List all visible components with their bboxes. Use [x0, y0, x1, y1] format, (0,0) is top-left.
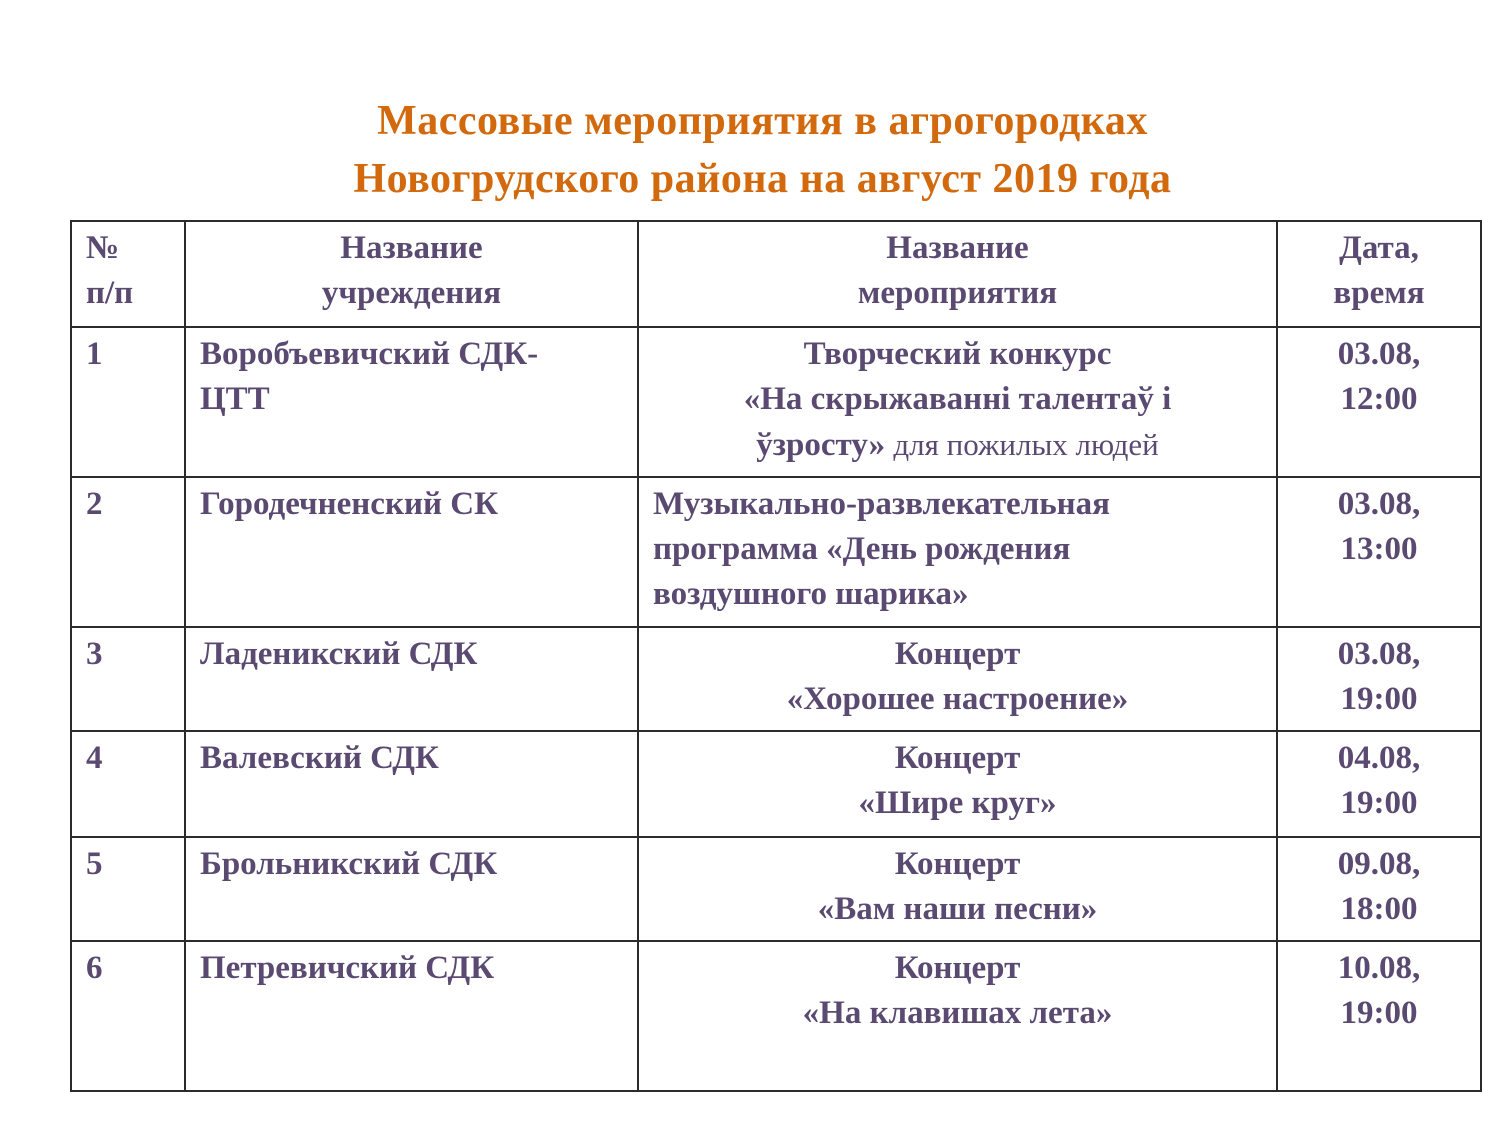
row-date: 03.08, 19:00 [1277, 627, 1481, 731]
table-header-row [71, 221, 1481, 327]
row-institution: Петревичский СДК [185, 941, 638, 1091]
row-event: Концерт «Шире круг» [638, 731, 1277, 837]
row-num: 4 [71, 731, 185, 837]
row-date: 10.08, 19:00 [1277, 941, 1481, 1091]
header-date: Дата, время [1277, 221, 1481, 327]
row-event: Творческий конкурс «На скрыжаванні талентаў і ўзросту» для пожилых людей [638, 327, 1277, 477]
row-institution: Брольникский СДК [185, 837, 638, 941]
row-num: 3 [71, 627, 185, 731]
row-date: 03.08, 13:00 [1277, 477, 1481, 627]
row-num: 1 [71, 327, 185, 477]
table-row [71, 627, 1481, 731]
row-event: Концерт «Вам наши песни» [638, 837, 1277, 941]
row-num: 6 [71, 941, 185, 1091]
events-table [70, 220, 1482, 1092]
event-note: для пожилых людей [893, 427, 1159, 462]
table-row [71, 477, 1481, 627]
row-date: 04.08, 19:00 [1277, 731, 1481, 837]
table-row [71, 731, 1481, 837]
row-institution: Городечненский СК [185, 477, 638, 627]
header-event: Название мероприятия [638, 221, 1277, 327]
title-line-2: Новогрудского района на август 2019 года [353, 156, 1172, 202]
row-event: Концерт «Хорошее настроение» [638, 627, 1277, 731]
row-date: 09.08, 18:00 [1277, 837, 1481, 941]
row-date: 03.08, 12:00 [1277, 327, 1481, 477]
row-event: Концерт «На клавишах лета» [638, 941, 1277, 1091]
row-num: 5 [71, 837, 185, 941]
page-title [0, 92, 1500, 208]
header-institution: Название учреждения [185, 221, 638, 327]
table-row [71, 837, 1481, 941]
row-institution: Воробъевичский СДК- ЦТТ [185, 327, 638, 477]
row-institution: Валевский СДК [185, 731, 638, 837]
table-row [71, 941, 1481, 1091]
title-line-1: Массовые мероприятия в агрогородках [377, 98, 1148, 144]
row-institution: Ладеникский СДК [185, 627, 638, 731]
row-num: 2 [71, 477, 185, 627]
table-row [71, 327, 1481, 477]
header-num: № п/п [71, 221, 185, 327]
row-event: Музыкально-развлекательная программа «День рождения воздушного шарика» [638, 477, 1277, 627]
